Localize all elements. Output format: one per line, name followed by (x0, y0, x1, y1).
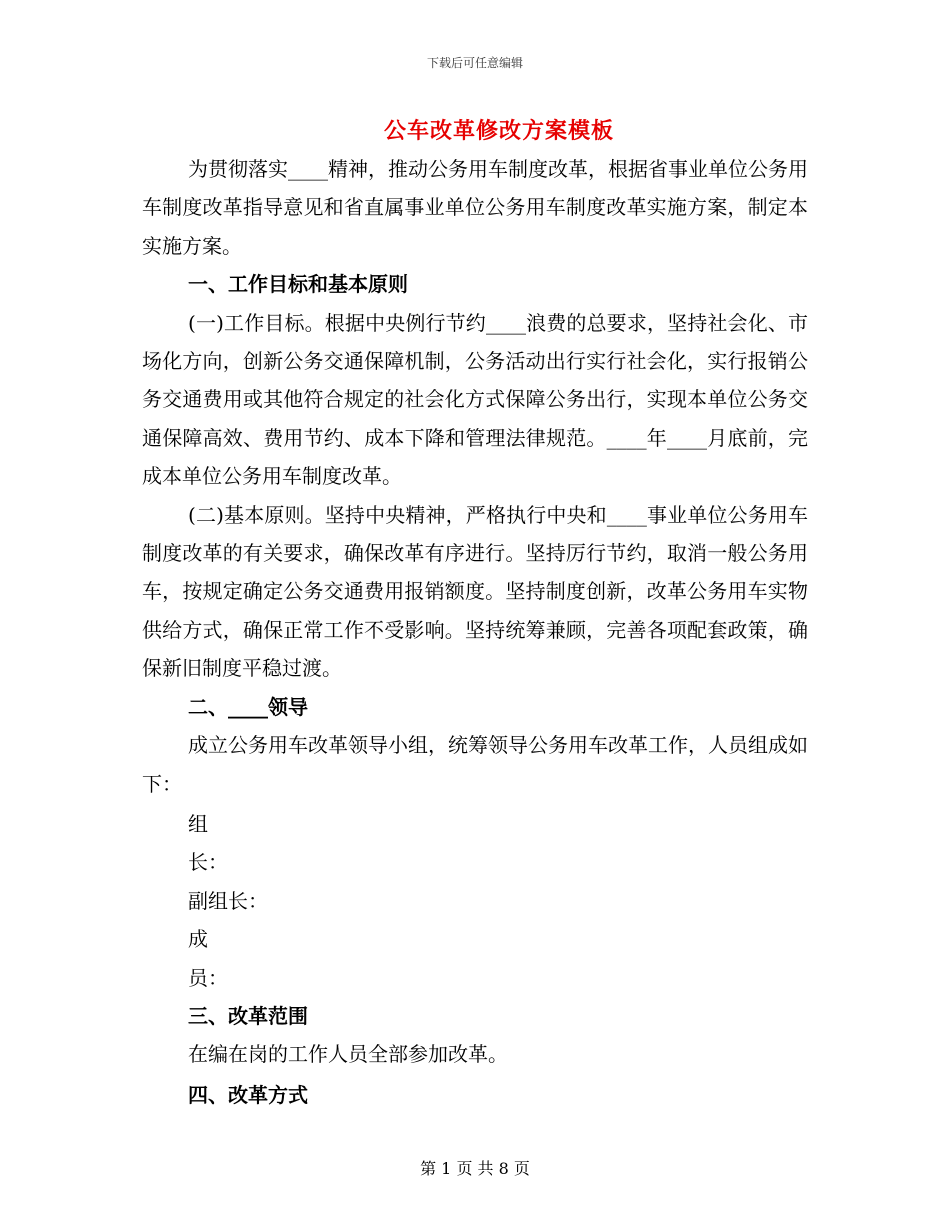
goals-paragraph: (一)工作目标。根据中央例行节约____浪费的总要求，坚持社会化、市场化方向，创新公务交通保障机制，公务活动出行实行社会化，实行报销公务交通费用或其他符合规定的社会化方式保障公务出行，实现本单位公务交通保障高效、费用节约、成本下降和管理法律规范。____年____月底前，完成本单位公务用车制度改革。 (142, 310, 808, 489)
leader-label-line-1: 组 (188, 811, 208, 836)
scope-paragraph: 在编在岗的工作人员全部参加改革。 (188, 1042, 508, 1067)
section-heading-3: 三、改革范围 (188, 1003, 308, 1028)
document-body (142, 150, 808, 1114)
leader-label-line-2: 长： (188, 850, 228, 875)
leadership-paragraph: 成立公务用车改革领导小组，统筹领导公务用车改革工作，人员组成如下： (142, 733, 808, 796)
section-heading-2: 二、____领导 (188, 694, 308, 719)
section-heading-1: 一、工作目标和基本原则 (188, 272, 408, 297)
intro-paragraph: 为贯彻落实____精神，推动公务用车制度改革，根据省事业单位公务用车制度改革指导意见和省直属事业单位公务用车制度改革实施方案，制定本实施方案。 (142, 157, 808, 258)
page-footer: 第 1 页 共 8 页 (420, 1159, 530, 1178)
principles-paragraph: (二)基本原则。坚持中央精神，严格执行中央和____事业单位公务用车制度改革的有关要求，确保改革有序进行。坚持厉行节约，取消一般公务用车，按规定确定公务交通费用报销额度。坚持制度创新，改革公务用车实物供给方式，确保正常工作不受影响。坚持统筹兼顾，完善各项配套政策，确保新旧制度平稳过渡。 (142, 502, 808, 681)
page-header: 下载后可任意编辑 (426, 56, 523, 70)
deputy-leader-label: 副组长： (188, 888, 268, 913)
section-heading-4: 四、改革方式 (188, 1082, 308, 1107)
document-title: 公车改革修改方案模板 (383, 118, 614, 144)
member-label-line-2: 员： (188, 965, 228, 990)
member-label-line-1: 成 (188, 927, 208, 952)
